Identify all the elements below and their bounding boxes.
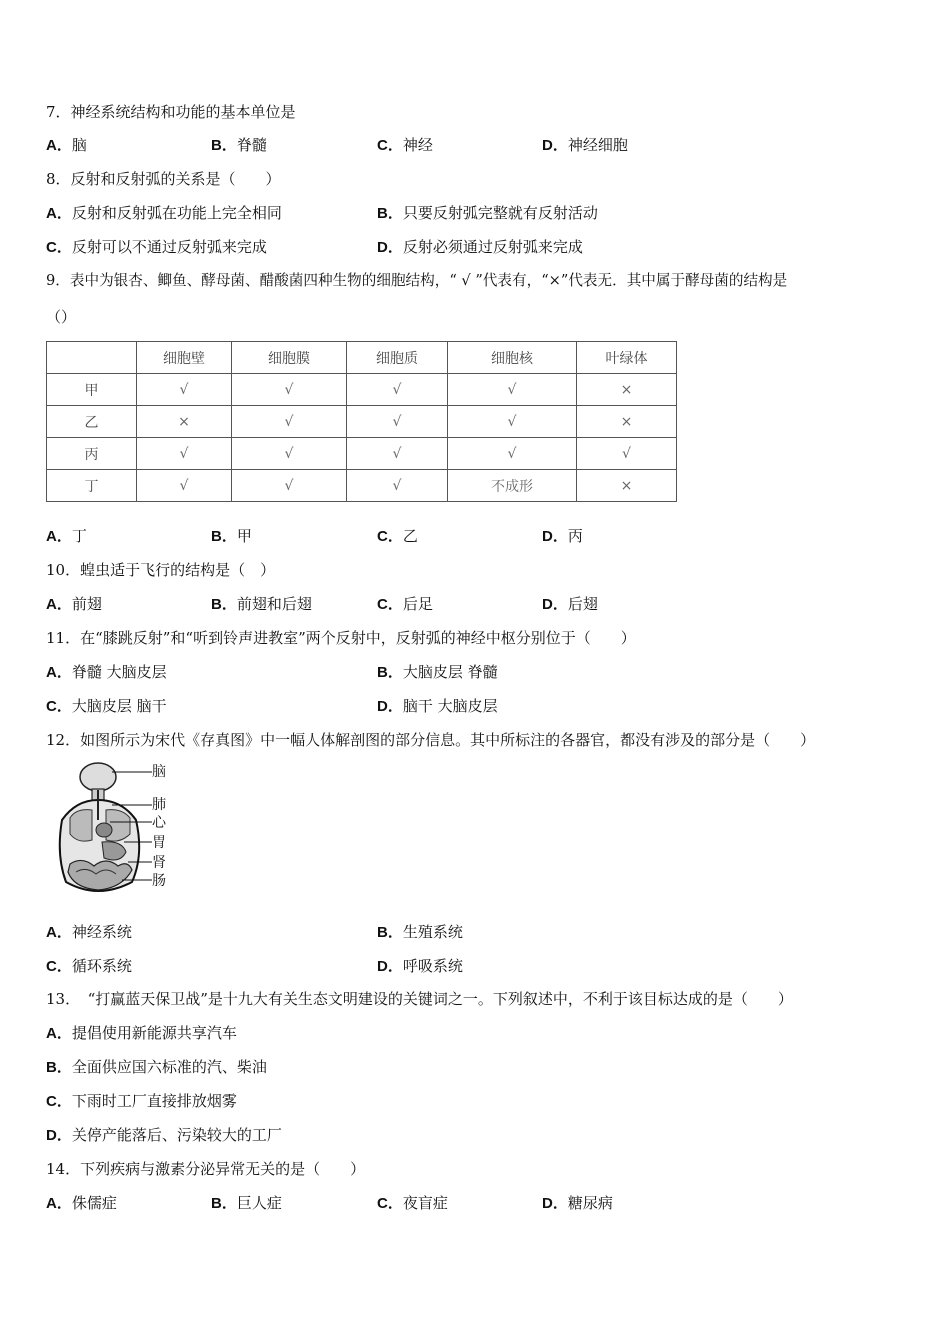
table-header-cell: 细胞核 bbox=[448, 342, 577, 374]
table-row bbox=[47, 406, 677, 438]
q11-option-a[interactable]: A．脊髓 大脑皮层 bbox=[46, 663, 167, 681]
table-cell: √ bbox=[448, 374, 577, 406]
figure-label-brain: 脑 bbox=[152, 764, 166, 780]
q11-option-c[interactable]: C．大脑皮层 脑干 bbox=[46, 697, 167, 715]
table-cell: × bbox=[577, 406, 677, 438]
q11-option-b[interactable]: B．大脑皮层 脊髓 bbox=[377, 663, 498, 681]
table-cell: 乙 bbox=[47, 406, 137, 438]
table-cell: √ bbox=[232, 374, 347, 406]
q14-option-d[interactable]: D．糖尿病 bbox=[542, 1194, 613, 1212]
q7-option-c[interactable]: C．神经 bbox=[377, 136, 433, 154]
q7-option-b[interactable]: B．脊髓 bbox=[211, 136, 267, 154]
q9-option-d[interactable]: D．丙 bbox=[542, 527, 583, 545]
q14-option-c[interactable]: C．夜盲症 bbox=[377, 1194, 448, 1212]
q13-option-b[interactable]: B．全面供应国六标准的汽、柴油 bbox=[46, 1058, 267, 1076]
question-8-stem: 8．反射和反射弧的关系是（ ） bbox=[46, 170, 281, 188]
table-header-cell: 细胞质 bbox=[347, 342, 448, 374]
q10-option-b[interactable]: B．前翅和后翅 bbox=[211, 595, 312, 613]
question-10-stem: 10．蝗虫适于飞行的结构是（ ） bbox=[46, 561, 276, 579]
table-row bbox=[47, 470, 677, 502]
q8-option-c[interactable]: C．反射可以不通过反射弧来完成 bbox=[46, 238, 267, 256]
table-cell: × bbox=[577, 470, 677, 502]
table-cell: √ bbox=[137, 438, 232, 470]
q12-option-a[interactable]: A．神经系统 bbox=[46, 923, 132, 941]
q7-option-d[interactable]: D．神经细胞 bbox=[542, 136, 628, 154]
question-7-stem: 7．神经系统结构和功能的基本单位是 bbox=[46, 103, 296, 121]
q8-option-d[interactable]: D．反射必须通过反射弧来完成 bbox=[377, 238, 583, 256]
table-cell: 不成形 bbox=[448, 470, 577, 502]
q13-option-d[interactable]: D．关停产能落后、污染较大的工厂 bbox=[46, 1126, 282, 1144]
table-cell: √ bbox=[232, 406, 347, 438]
table-cell: √ bbox=[347, 374, 448, 406]
table-cell: √ bbox=[347, 470, 448, 502]
question-14-stem: 14．下列疾病与激素分泌异常无关的是（ ） bbox=[46, 1160, 366, 1178]
q10-option-c[interactable]: C．后足 bbox=[377, 595, 433, 613]
table-header-cell: 细胞壁 bbox=[137, 342, 232, 374]
figure-label-kidney: 肾 bbox=[152, 855, 166, 871]
table-cell: √ bbox=[448, 438, 577, 470]
anatomy-figure bbox=[52, 760, 182, 900]
table-cell: √ bbox=[137, 374, 232, 406]
q13-option-c[interactable]: C．下雨时工厂直接排放烟雾 bbox=[46, 1092, 237, 1110]
q11-option-d[interactable]: D．脑干 大脑皮层 bbox=[377, 697, 498, 715]
q7-option-a[interactable]: A．脑 bbox=[46, 136, 87, 154]
q12-option-b[interactable]: B．生殖系统 bbox=[377, 923, 463, 941]
table-row bbox=[47, 374, 677, 406]
table-cell: √ bbox=[448, 406, 577, 438]
table-cell: 丙 bbox=[47, 438, 137, 470]
table-cell: √ bbox=[577, 438, 677, 470]
question-13-stem: 13． “打赢蓝天保卫战”是十九大有关生态文明建设的关键词之一。下列叙述中，不利于该目标达成的是（ ） bbox=[46, 990, 793, 1008]
q13-option-a[interactable]: A．提倡使用新能源共享汽车 bbox=[46, 1024, 237, 1042]
question-9-stem: 9．表中为银杏、鲫鱼、酵母菌、醋酸菌四种生物的细胞结构，“ √ ”代表有，“×”代表无．其中属于酵母菌的结构是 bbox=[46, 272, 788, 289]
table-cell: × bbox=[137, 406, 232, 438]
question-9-stem-end: （） bbox=[46, 308, 77, 326]
table-header-cell: 叶绿体 bbox=[577, 342, 677, 374]
figure-label-lung: 肺 bbox=[152, 797, 166, 813]
table-header-cell bbox=[47, 342, 137, 374]
table-cell: 甲 bbox=[47, 374, 137, 406]
question-11-stem: 11．在“膝跳反射”和“听到铃声进教室”两个反射中，反射弧的神经中枢分别位于（ ） bbox=[46, 629, 636, 647]
figure-label-intestine: 肠 bbox=[152, 873, 166, 889]
table-cell: √ bbox=[347, 406, 448, 438]
q8-option-a[interactable]: A．反射和反射弧在功能上完全相同 bbox=[46, 204, 282, 222]
q10-option-a[interactable]: A．前翅 bbox=[46, 595, 102, 613]
table-cell: × bbox=[577, 374, 677, 406]
table-cell: √ bbox=[137, 470, 232, 502]
q12-option-d[interactable]: D．呼吸系统 bbox=[377, 957, 463, 975]
table-cell: √ bbox=[347, 438, 448, 470]
q12-option-c[interactable]: C．循环系统 bbox=[46, 957, 132, 975]
cell-structure-table bbox=[46, 341, 677, 502]
q10-option-d[interactable]: D．后翅 bbox=[542, 595, 598, 613]
q9-option-b[interactable]: B．甲 bbox=[211, 527, 252, 545]
table-row bbox=[47, 438, 677, 470]
figure-label-stomach: 胃 bbox=[152, 835, 166, 851]
q9-option-c[interactable]: C．乙 bbox=[377, 527, 418, 545]
table-header-cell: 细胞膜 bbox=[232, 342, 347, 374]
table-cell: √ bbox=[232, 470, 347, 502]
q14-option-b[interactable]: B．巨人症 bbox=[211, 1194, 282, 1212]
q8-option-b[interactable]: B．只要反射弧完整就有反射活动 bbox=[377, 204, 598, 222]
q14-option-a[interactable]: A．侏儒症 bbox=[46, 1194, 117, 1212]
table-cell: 丁 bbox=[47, 470, 137, 502]
question-12-stem: 12．如图所示为宋代《存真图》中一幅人体解剖图的部分信息。其中所标注的各器官，都没有涉及的部分是（ ） bbox=[46, 731, 816, 749]
figure-label-heart: 心 bbox=[152, 815, 166, 831]
table-header-row bbox=[47, 342, 677, 374]
q9-option-a[interactable]: A．丁 bbox=[46, 527, 87, 545]
table-cell: √ bbox=[232, 438, 347, 470]
